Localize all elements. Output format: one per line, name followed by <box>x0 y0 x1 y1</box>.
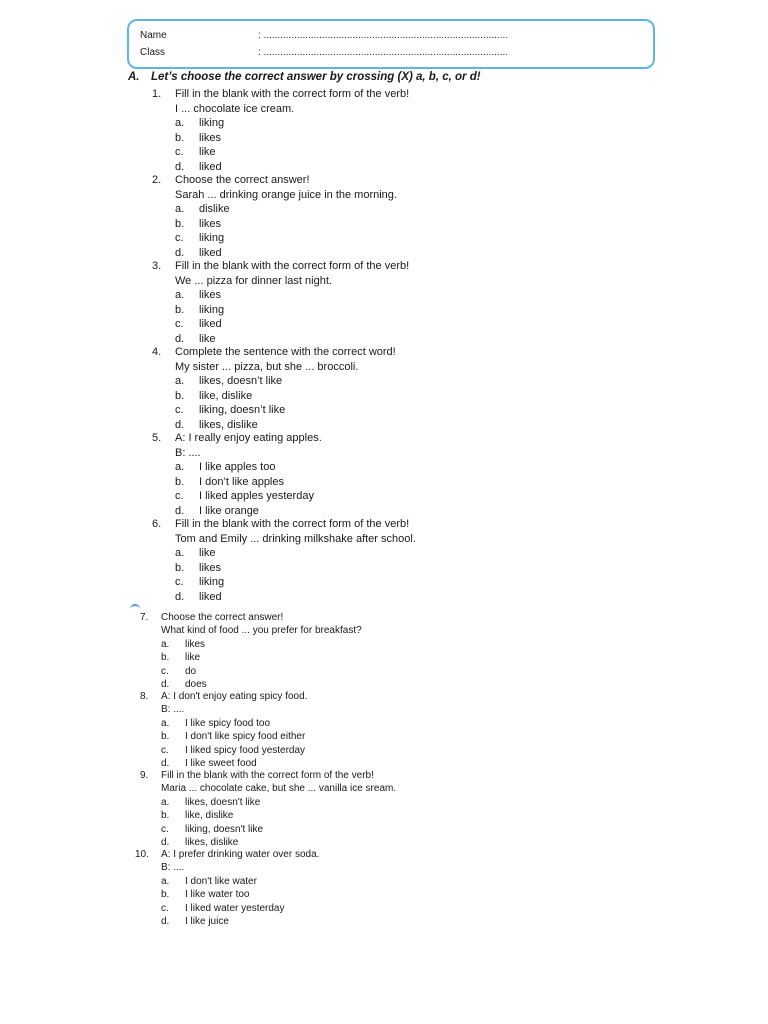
option-text: liked <box>199 246 222 259</box>
option-letter: a. <box>175 461 185 473</box>
option-text: likes, dislike <box>199 418 258 431</box>
option-letter: a. <box>175 117 185 129</box>
option-letter: d. <box>175 332 185 345</box>
option-text: like <box>199 332 216 345</box>
option-letter: c. <box>161 744 169 756</box>
student-info-box <box>127 19 655 69</box>
question-number: 6. <box>152 518 162 530</box>
option-text: likes, doesn't like <box>185 796 261 808</box>
option-text: liking <box>199 303 225 316</box>
option-letter: b. <box>175 131 185 144</box>
question-text: Maria ... chocolate cake, but she ... vanilla ice sream. <box>161 783 397 795</box>
option-text: liking, doesn't like <box>185 823 264 835</box>
option-text: liked <box>199 160 222 173</box>
option-letter: d. <box>175 418 185 431</box>
question-prompt: Fill in the blank with the correct form of the verb! <box>175 88 410 100</box>
name-label: Name <box>140 30 167 41</box>
option-letter: c. <box>175 146 184 158</box>
option-text: liking <box>199 117 225 129</box>
option-text: liking <box>199 232 225 244</box>
option-letter: c. <box>175 232 184 244</box>
question-prompt: A: I really enjoy eating apples. <box>175 432 322 444</box>
section-letter: A. <box>128 71 140 83</box>
question-number: 3. <box>152 260 162 272</box>
option-letter: a. <box>161 875 170 887</box>
question-number: 7. <box>140 612 149 623</box>
option-letter: d. <box>161 916 170 927</box>
option-letter: c. <box>175 576 184 588</box>
option-text: liking <box>199 576 225 588</box>
question-number: 1. <box>152 88 162 100</box>
option-letter: b. <box>161 889 170 901</box>
option-letter: d. <box>175 160 185 173</box>
option-letter: b. <box>175 561 185 574</box>
question-prompt: Fill in the blank with the correct form of the verb! <box>161 770 374 781</box>
option-letter: d. <box>161 679 170 690</box>
question-number: 10. <box>135 849 149 860</box>
option-text: liking, doesn’t like <box>199 404 286 416</box>
option-text: like <box>199 146 216 158</box>
option-letter: a. <box>161 638 170 650</box>
option-text: likes <box>199 217 222 230</box>
option-letter: b. <box>161 652 170 664</box>
question-text: We ... pizza for dinner last night. <box>175 274 332 287</box>
option-text: liked <box>199 590 222 603</box>
option-letter: b. <box>175 475 185 488</box>
class-field[interactable]: : ........................................................................................ <box>258 47 509 58</box>
option-letter: a. <box>175 547 185 559</box>
option-text: I don't like water <box>185 875 257 887</box>
option-text: likes <box>199 131 222 144</box>
question-text: My sister ... pizza, but she ... broccoli. <box>175 360 359 373</box>
option-letter: b. <box>161 810 170 822</box>
question-number: 2. <box>152 174 162 186</box>
option-text: I liked spicy food yesterday <box>185 744 306 756</box>
question-prompt: Fill in the blank with the correct form of the verb! <box>175 260 410 272</box>
option-text: I like juice <box>185 916 229 927</box>
option-letter: c. <box>175 490 184 502</box>
question-text: B: .... <box>161 704 185 716</box>
option-text: I like water too <box>185 889 250 901</box>
option-text: likes, dislike <box>185 837 239 848</box>
question-number: 9. <box>140 770 149 781</box>
option-letter: b. <box>175 389 185 402</box>
option-letter: c. <box>161 902 169 914</box>
option-text: liked <box>199 318 222 330</box>
question-text: I ... chocolate ice cream. <box>175 102 295 115</box>
question-prompt: A: I don't enjoy eating spicy food. <box>161 691 308 702</box>
option-letter: a. <box>161 796 170 808</box>
question-prompt: A: I prefer drinking water over soda. <box>161 849 320 860</box>
section-title <box>128 71 481 83</box>
option-text: I like orange <box>199 504 259 517</box>
option-letter: d. <box>161 837 170 848</box>
question-prompt: Choose the correct answer! <box>175 174 310 186</box>
option-letter: b. <box>175 303 185 316</box>
question-text: B: .... <box>161 862 185 874</box>
question-prompt: Choose the correct answer! <box>161 612 284 623</box>
option-text: does <box>185 679 207 690</box>
option-text: I liked apples yesterday <box>199 490 314 502</box>
question-number: 8. <box>140 691 149 702</box>
blue-pen-mark <box>130 604 140 609</box>
option-text: likes <box>199 561 222 574</box>
option-letter: b. <box>175 217 185 230</box>
option-text: likes <box>199 289 222 301</box>
question-text: B: .... <box>175 446 201 459</box>
option-text: like <box>199 547 216 559</box>
option-letter: b. <box>161 731 170 743</box>
option-letter: d. <box>161 758 170 769</box>
option-text: I like spicy food too <box>185 717 271 729</box>
question-prompt: Complete the sentence with the correct word! <box>175 346 396 358</box>
option-letter: c. <box>161 665 169 677</box>
option-text: I don’t like apples <box>199 475 284 488</box>
name-field[interactable]: : ........................................................................................ <box>258 30 509 41</box>
option-text: like, dislike <box>199 389 253 402</box>
option-text: likes <box>185 638 206 650</box>
option-letter: d. <box>175 504 185 517</box>
option-letter: c. <box>175 404 184 416</box>
option-text: I like sweet food <box>185 758 257 769</box>
option-letter: d. <box>175 590 185 603</box>
question-text: What kind of food ... you prefer for breakfast? <box>161 625 362 637</box>
option-letter: c. <box>175 318 184 330</box>
option-text: like, dislike <box>185 810 234 822</box>
option-letter: a. <box>175 375 185 387</box>
option-text: dislike <box>199 203 230 215</box>
option-letter: a. <box>161 717 170 729</box>
question-text: Tom and Emily ... drinking milkshake after school. <box>175 532 416 545</box>
option-letter: a. <box>175 203 185 215</box>
question-prompt: Fill in the blank with the correct form of the verb! <box>175 518 410 530</box>
section-instruction: Let’s choose the correct answer by crossing (X) a, b, c, or d! <box>151 71 481 83</box>
option-letter: c. <box>161 823 169 835</box>
option-text: I don't like spicy food either <box>185 731 306 743</box>
question-number: 4. <box>152 346 162 358</box>
option-text: I liked water yesterday <box>185 902 285 914</box>
option-letter: d. <box>175 246 185 259</box>
question-number: 5. <box>152 432 162 444</box>
option-text: likes, doesn’t like <box>199 375 283 387</box>
option-letter: a. <box>175 289 185 301</box>
class-label: Class <box>140 47 166 58</box>
question-text: Sarah ... drinking orange juice in the morning. <box>175 188 397 201</box>
option-text: do <box>185 665 197 677</box>
option-text: I like apples too <box>199 461 276 473</box>
option-text: like <box>185 652 201 664</box>
